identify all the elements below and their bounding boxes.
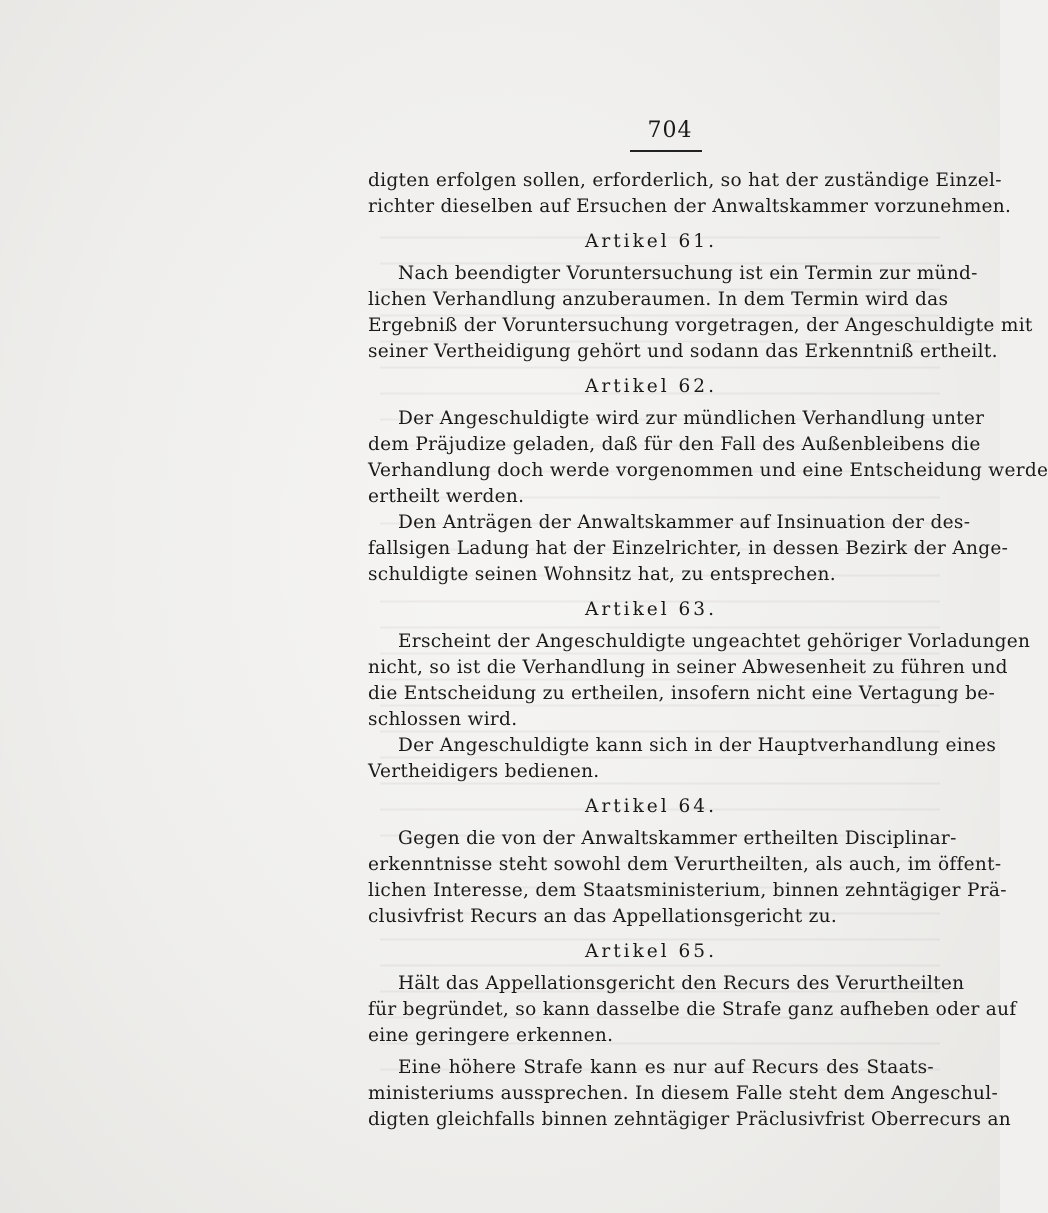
article-heading: Artikel 65.	[585, 941, 717, 962]
text-line: digten erfolgen sollen, erforderlich, so hat der zuständige Einzel-	[368, 170, 1002, 191]
text-line: die Entscheidung zu ertheilen, insofern nicht eine Vertagung be-	[368, 683, 996, 704]
text-line: lichen Interesse, dem Staatsministerium, binnen zehntägiger Prä-	[368, 880, 1007, 901]
text-line: Gegen die von der Anwaltskammer ertheilten Disciplinar-	[398, 828, 957, 849]
text-line: lichen Verhandlung anzuberaumen. In dem Termin wird das	[368, 289, 949, 310]
text-line: ertheilt werden.	[368, 486, 525, 507]
text-line: Hält das Appellationsgericht den Recurs des Verurtheilten	[398, 973, 965, 994]
text-line: schlossen wird.	[368, 709, 518, 730]
text-line: Der Angeschuldigte kann sich in der Hauptverhandlung eines	[398, 735, 997, 756]
text-line: Ergebniß der Voruntersuchung vorgetragen, der Angeschuldigte mit	[368, 315, 1033, 336]
text-line: erkenntnisse steht sowohl dem Verurtheilten, als auch, im öffent-	[368, 854, 1002, 875]
text-line: Eine höhere Strafe kann es nur auf Recurs des Staats-	[398, 1057, 934, 1078]
text-line: Nach beendigter Voruntersuchung ist ein Termin zur münd-	[398, 263, 978, 284]
text-line: Erscheint der Angeschuldigte ungeachtet gehöriger Vorladungen	[398, 631, 1031, 652]
text-line: fallsigen Ladung hat der Einzelrichter, in dessen Bezirk der Ange-	[368, 538, 1009, 559]
article-heading: Artikel 62.	[585, 376, 717, 397]
text-line: Der Angeschuldigte wird zur mündlichen Verhandlung unter	[398, 408, 985, 429]
article-heading: Artikel 64.	[585, 796, 717, 817]
text-line: schuldigte seinen Wohnsitz hat, zu entsprechen.	[368, 564, 836, 585]
text-line: eine geringere erkennen.	[368, 1025, 614, 1046]
page-number: 704	[647, 118, 693, 143]
text-line: seiner Vertheidigung gehört und sodann das Erkenntniß ertheilt.	[368, 341, 998, 362]
text-line: Vertheidigers bedienen.	[368, 761, 600, 782]
text-line: Verhandlung doch werde vorgenommen und eine Entscheidung werde	[368, 460, 1048, 481]
text-line: richter dieselben auf Ersuchen der Anwaltskammer vorzunehmen.	[368, 196, 1012, 217]
article-heading: Artikel 61.	[585, 231, 717, 252]
text-line: nicht, so ist die Verhandlung in seiner Abwesenheit zu führen und	[368, 657, 1008, 678]
text-line: digten gleichfalls binnen zehntägiger Präclusivfrist Oberrecurs an	[368, 1109, 1011, 1130]
text-line: für begründet, so kann dasselbe die Strafe ganz aufheben oder auf	[368, 999, 1017, 1020]
body-text	[368, 168, 1048, 1133]
article-heading: Artikel 63.	[585, 599, 717, 620]
text-line: Den Anträgen der Anwaltskammer auf Insinuation der des-	[398, 512, 971, 533]
text-line: ministeriums aussprechen. In diesem Falle steht dem Angeschul-	[368, 1083, 999, 1104]
text-line: clusivfrist Recurs an das Appellationsgericht zu.	[368, 906, 838, 927]
page-number-rule	[630, 150, 702, 152]
text-line: dem Präjudize geladen, daß für den Fall des Außenbleibens die	[368, 434, 981, 455]
